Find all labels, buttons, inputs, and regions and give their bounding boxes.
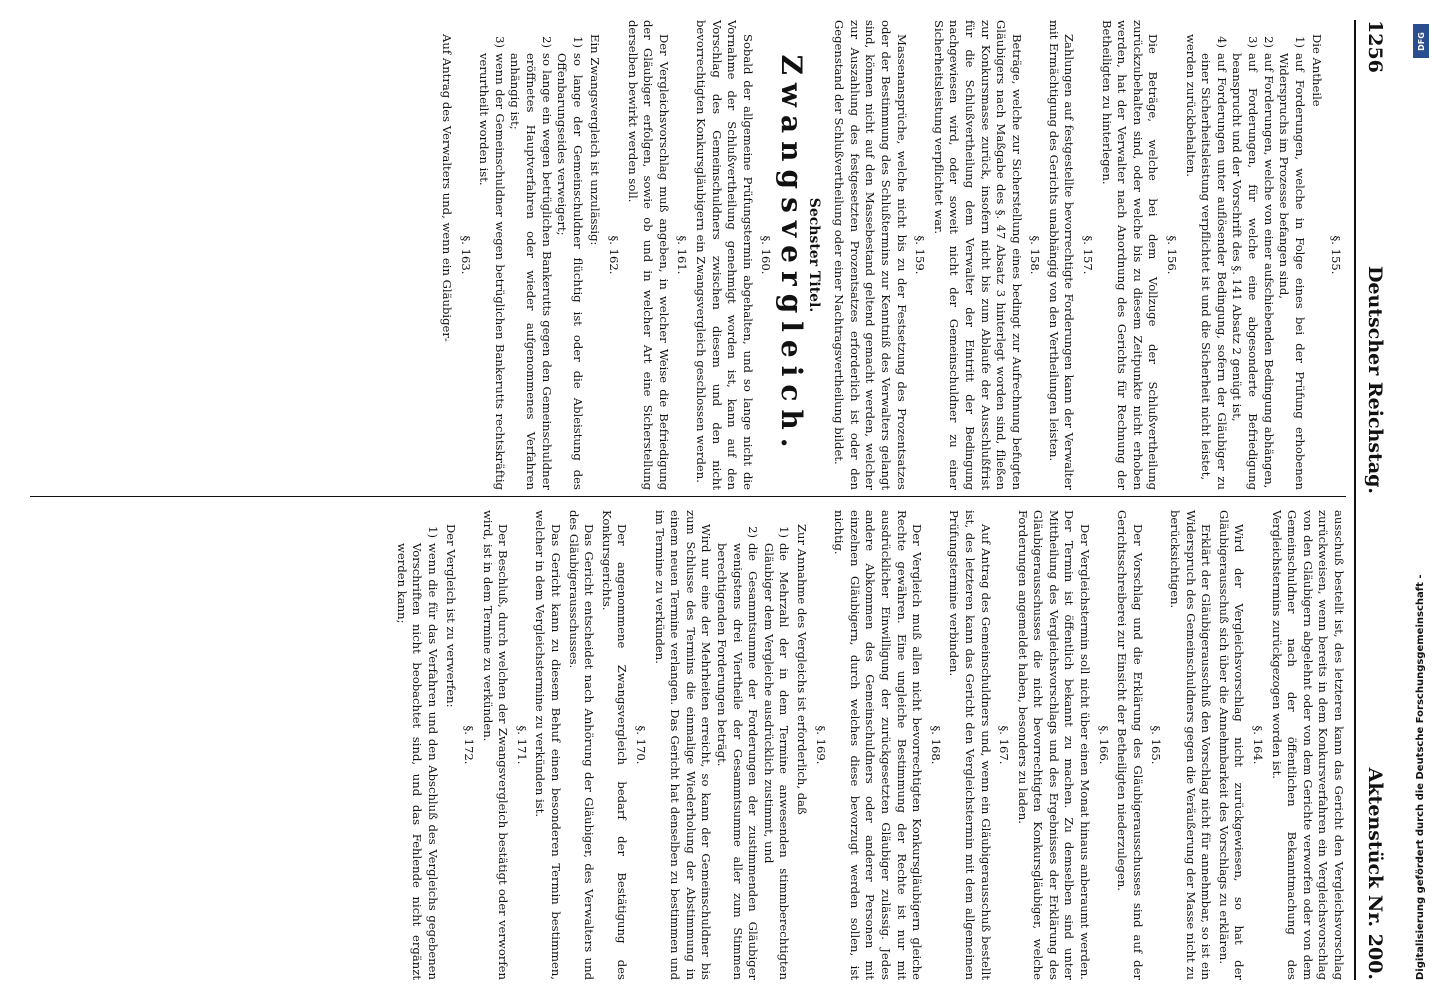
list-item bbox=[554, 20, 585, 490]
item-number: 1) bbox=[1292, 36, 1307, 48]
dfg-logo-text: DFG bbox=[1416, 31, 1426, 51]
item-list bbox=[476, 20, 585, 490]
list-item bbox=[393, 510, 440, 980]
digitization-note bbox=[1412, 20, 1430, 980]
paragraph: Zur Annahme des Vergleichs ist erforderlich, daß bbox=[795, 524, 809, 815]
paragraph: Auf Antrag des Verwalters und, wenn ein Gläubiger- bbox=[440, 34, 455, 342]
paragraph: Das Gericht entscheidet nach Anhörung der Gläubiger, des Verwalters und des Gläubigerausschusses. bbox=[566, 510, 597, 980]
section-heading: §. 171. bbox=[514, 725, 529, 765]
item-text: auf Forderungen, für welche eine abgesonderte Befriedigung beansprucht und der Vorschrift des §. 141 Absatz 2 genügt ist, bbox=[1230, 53, 1261, 490]
paragraph: Die Antheile bbox=[1310, 34, 1325, 107]
section-heading: §. 168. bbox=[928, 725, 943, 765]
paragraph: Der Vorschlag und die Erklärung des Gläubigerausschusses sind auf der Gerichtsschreiberei zur Einsicht der Betheiligten niederzulegen. bbox=[1115, 510, 1145, 980]
section-heading: §. 167. bbox=[997, 725, 1012, 765]
page-header bbox=[1362, 20, 1388, 980]
left-column bbox=[20, 20, 1346, 490]
section-heading: §. 166. bbox=[1096, 725, 1111, 765]
item-number: 3) bbox=[1246, 36, 1261, 48]
item-text: so lange ein wegen betrüglichen Bankerutts gegen den Gemeinschuldner eröffnetes Hauptverfahren oder wieder aufgenommenes Verfahren anhängig ist; bbox=[508, 53, 554, 490]
item-text: auf Forderungen unter auflösender Bedingung, sofern der Gläubiger zu einer Sicherheitsleistung verpflichtet ist und die Sicherheit nicht leistet, bbox=[1199, 53, 1229, 490]
paragraph: Das Gericht kann zu diesem Behuf einen besonderen Termin bestimmen, welcher in dem Vergleichstermine zu verkünden ist. bbox=[533, 510, 564, 980]
page-number: 1256 bbox=[1364, 20, 1386, 73]
list-item bbox=[1260, 20, 1276, 490]
paragraph: Wird nur eine der Mehrheiten erreicht, so kann der Gemeinschuldner bis zum Schlusse des Termins die einmalige Wiederholung der Abstimmung in einem neuen Termine verlangen. Das Gericht hat denselben zu bestimmen und im Termine zu verkünden. bbox=[652, 510, 714, 980]
item-text: die Mehrzahl der in dem Termine anwesenden stimmberechtigten Gläubiger dem Vergleiche ausdrücklich zustimmt, und bbox=[761, 543, 792, 980]
item-text: so lange der Gemeinschuldner flüchtig ist oder die Ableistung des Offenbarungseides verweigert; bbox=[555, 53, 585, 490]
section-heading: §. 164. bbox=[1251, 725, 1266, 765]
paragraph: Sobald der allgemeine Prüfungstermin abgehalten, und so lange nicht die Vornahme der Schlußvertheilung genehmigt worden ist, kann auf den Vorschlag des Gemeinschuldners zwischen diesem und den nicht bevorrechtigten Konkursgläubigern ein Zwangsvergleich geschlossen werden. bbox=[694, 20, 755, 490]
item-list bbox=[393, 510, 440, 980]
list-item bbox=[1276, 20, 1307, 490]
item-list bbox=[713, 510, 791, 980]
list-item bbox=[713, 510, 760, 980]
list-item bbox=[760, 510, 791, 980]
item-number: 1) bbox=[425, 526, 440, 538]
paragraph: Der Vergleich ist zu verwerfen: bbox=[443, 524, 458, 708]
paragraph: Wird der Vergleichsvorschlag nicht zurückgewiesen, so hat der Gläubigerausschuß sich über die Annehmbarkeit des Vorschlags zu erklären. bbox=[1216, 510, 1247, 980]
paragraph: ausschuß bestellt ist, des letzteren kann das Gericht den Vergleichsvorschlag zurückweisen, wenn bereits in dem Konkursverfahren ein Vergleichsvorschlag von den Gläubigern abgelehnt oder von dem Gerichte verworfen oder von dem Gemeinschuldner nach der öffentlichen Bekanntmachung des Vergleichstermins zurückgezogen worden ist. bbox=[1269, 510, 1346, 980]
section-heading: §. 170. bbox=[634, 725, 649, 765]
section-heading: §. 162. bbox=[607, 235, 622, 275]
paragraph: Auf Antrag des Gemeinschuldners und, wenn ein Gläubigerausschuß bestellt ist, des letzteren kann das Gericht den Vergleichstermin mit dem allgemeinen Prüfungstermine verbinden. bbox=[947, 510, 993, 980]
item-number: 1) bbox=[777, 526, 792, 538]
item-number: 2) bbox=[539, 36, 554, 48]
header-rule bbox=[1354, 20, 1356, 980]
paragraph: Der Vergleichsvorschlag muß angeben, in welcher Weise die Befriedigung der Gläubiger erfolgen, sowie ob und in welcher Art eine Sicherstellung derselben bewirkt werden soll. bbox=[625, 20, 671, 490]
item-number: 2) bbox=[746, 526, 761, 538]
paragraph: Massenansprüche, welche nicht bis zu der Festsetzung des Prozentsatzes oder der Bestimmung des Schlußtermins zur Kenntniß des Verwalters gelangt sind, können nicht auf den Massebestand geltend gemacht werden, welcher zur Auszahlung des festgesetzten Prozentsatzes erforderlich ist oder den Gegenstand der Schlußvertheilung oder einer Nachtragsvertheilung bildet. bbox=[832, 20, 909, 490]
paragraph: Die Beträge, welche bei dem Vollzuge der Schlußvertheilung zurückzubehalten sind, oder welche bis zu diesem Zeitpunkte nicht erhoben werden, hat der Verwalter nach Anordnung des Gerichts für Rechnung der Betheiligten zu hinterlegen. bbox=[1099, 20, 1161, 490]
item-number: 3) bbox=[492, 36, 507, 48]
paragraph: werden zurückbehalten. bbox=[1183, 34, 1198, 177]
list-item bbox=[476, 20, 507, 490]
section-heading: §. 157. bbox=[1081, 235, 1096, 275]
item-text: auf Forderungen, welche in Folge eines bei der Prüfung erhobenen Widerspruchs im Prozesse befangen sind, bbox=[1277, 53, 1307, 490]
paragraph: Der Vergleich muß allen nicht bevorrechtigten Konkursgläubigern gleiche Rechte gewähren. Eine ungleiche Bestimmung der Rechte ist nur mit ausdrücklicher Einwilligung der zurückgesetzten Gläubiger zulässig. Jedes andere Abkommen des Gemeinschuldners oder anderer Personen mit einzelnen Gläubigern, durch welches diese bevorzugt werden sollen, ist nichtig. bbox=[832, 510, 925, 980]
paragraph: Ein Zwangsvergleich ist unzulässig: bbox=[588, 34, 603, 246]
item-number: 4) bbox=[1214, 36, 1229, 48]
item-number: 2) bbox=[1261, 36, 1276, 48]
section-heading: §. 165. bbox=[1149, 725, 1164, 765]
paragraph: Beträge, welche zur Sicherstellung eines bedingt zur Aufrechnung befugten Gläubigers nach Maßgabe des §. 47 Absatz 3 hinterlegt worden sind, fließen zur Konkursmasse zurück, insofern nicht bis zum Ablaufe der Ausschlußfrist für die Schlußvertheilung dem Verwalter der Eintritt der Bedingung nachgewiesen wird, oder soweit nicht der Gemeinschuldner zu einer Sicherheitsleistung verpflichtet war. bbox=[931, 20, 1024, 490]
list-item bbox=[1229, 20, 1260, 490]
dfg-logo bbox=[1413, 24, 1429, 58]
document-number: Aktenstück Nr. 200. bbox=[1364, 767, 1386, 980]
section-heading: §. 156. bbox=[1165, 235, 1180, 275]
page-title: Deutscher Reichstag. bbox=[1364, 265, 1386, 495]
section-heading: §. 172. bbox=[462, 725, 477, 765]
item-text: die Gesammtsumme der Forderungen der zustimmenden Gläubiger wenigstens drei Viertheile der Gesammtsumme aller zum Stimmen berechtigenden Forderungen beträgt. bbox=[715, 543, 761, 980]
section-heading: §. 161. bbox=[675, 235, 690, 275]
section-heading: §. 169. bbox=[813, 725, 828, 765]
list-item bbox=[507, 20, 554, 490]
item-list bbox=[1198, 20, 1307, 490]
item-text: auf Forderungen, welche von einer aufschiebenden Bedingung abhängen, bbox=[1261, 53, 1276, 489]
digitization-text: Digitalisierung gefördert durch die Deutsche Forschungsgemeinschaft - bbox=[1415, 574, 1426, 980]
right-column bbox=[20, 510, 1346, 980]
paragraph: Zahlungen auf festgestellte bevorrechtigte Forderungen kann der Verwalter mit Ermächtigung des Gerichts unabhängig von den Vertheilungen leisten. bbox=[1046, 20, 1077, 490]
column-divider bbox=[30, 496, 1346, 497]
section-heading: §. 163. bbox=[458, 235, 473, 275]
section-heading: §. 160. bbox=[759, 235, 774, 275]
title-heading: Sechster Titel. bbox=[805, 197, 822, 313]
item-number: 1) bbox=[570, 36, 585, 48]
paragraph: Der Beschluß, durch welchen der Zwangsvergleich bestätigt oder verworfen wird, ist in dem Termine zu verkünden. bbox=[480, 510, 511, 980]
paragraph: Der Vergleichstermin soll nicht über einen Monat hinaus anberaumt werden. Der Termin ist öffentlich bekannt zu machen. Zu demselben sind unter Mittheilung des Vergleichsvorschlags und des Ergebnisses der Erklärung des Gläubigerausschusses die nicht bevorrechtigten Konkursgläubiger, welche Forderungen angemeldet haben, besonders zu laden. bbox=[1015, 510, 1093, 980]
list-item bbox=[1198, 20, 1229, 490]
item-text: wenn der Gemeinschuldner wegen betrüglichen Bankerutts rechtskräftig verurtheilt worden ist. bbox=[477, 53, 507, 490]
section-heading: §. 159. bbox=[913, 235, 928, 275]
item-text: wenn die für das Verfahren und den Abschluß des Vergleichs gegebenen Vorschriften nicht beobachtet sind, und das Fehlende nicht ergänzt werden kann; bbox=[394, 543, 440, 980]
section-heading: §. 158. bbox=[1028, 235, 1043, 275]
title-main: Zwangsvergleich. bbox=[775, 54, 808, 456]
section-heading: §. 155. bbox=[1329, 235, 1343, 275]
paragraph: Erklärt der Gläubigerausschuß den Vorschlag nicht für annehmbar, so ist ein Widerspruch des Gemeinschuldners gegen die Veräußerung der Masse nicht zu berücksichtigen. bbox=[1168, 510, 1214, 980]
paragraph: Der angenommene Zwangsvergleich bedarf der Bestätigung des Konkursgerichts. bbox=[599, 510, 630, 980]
